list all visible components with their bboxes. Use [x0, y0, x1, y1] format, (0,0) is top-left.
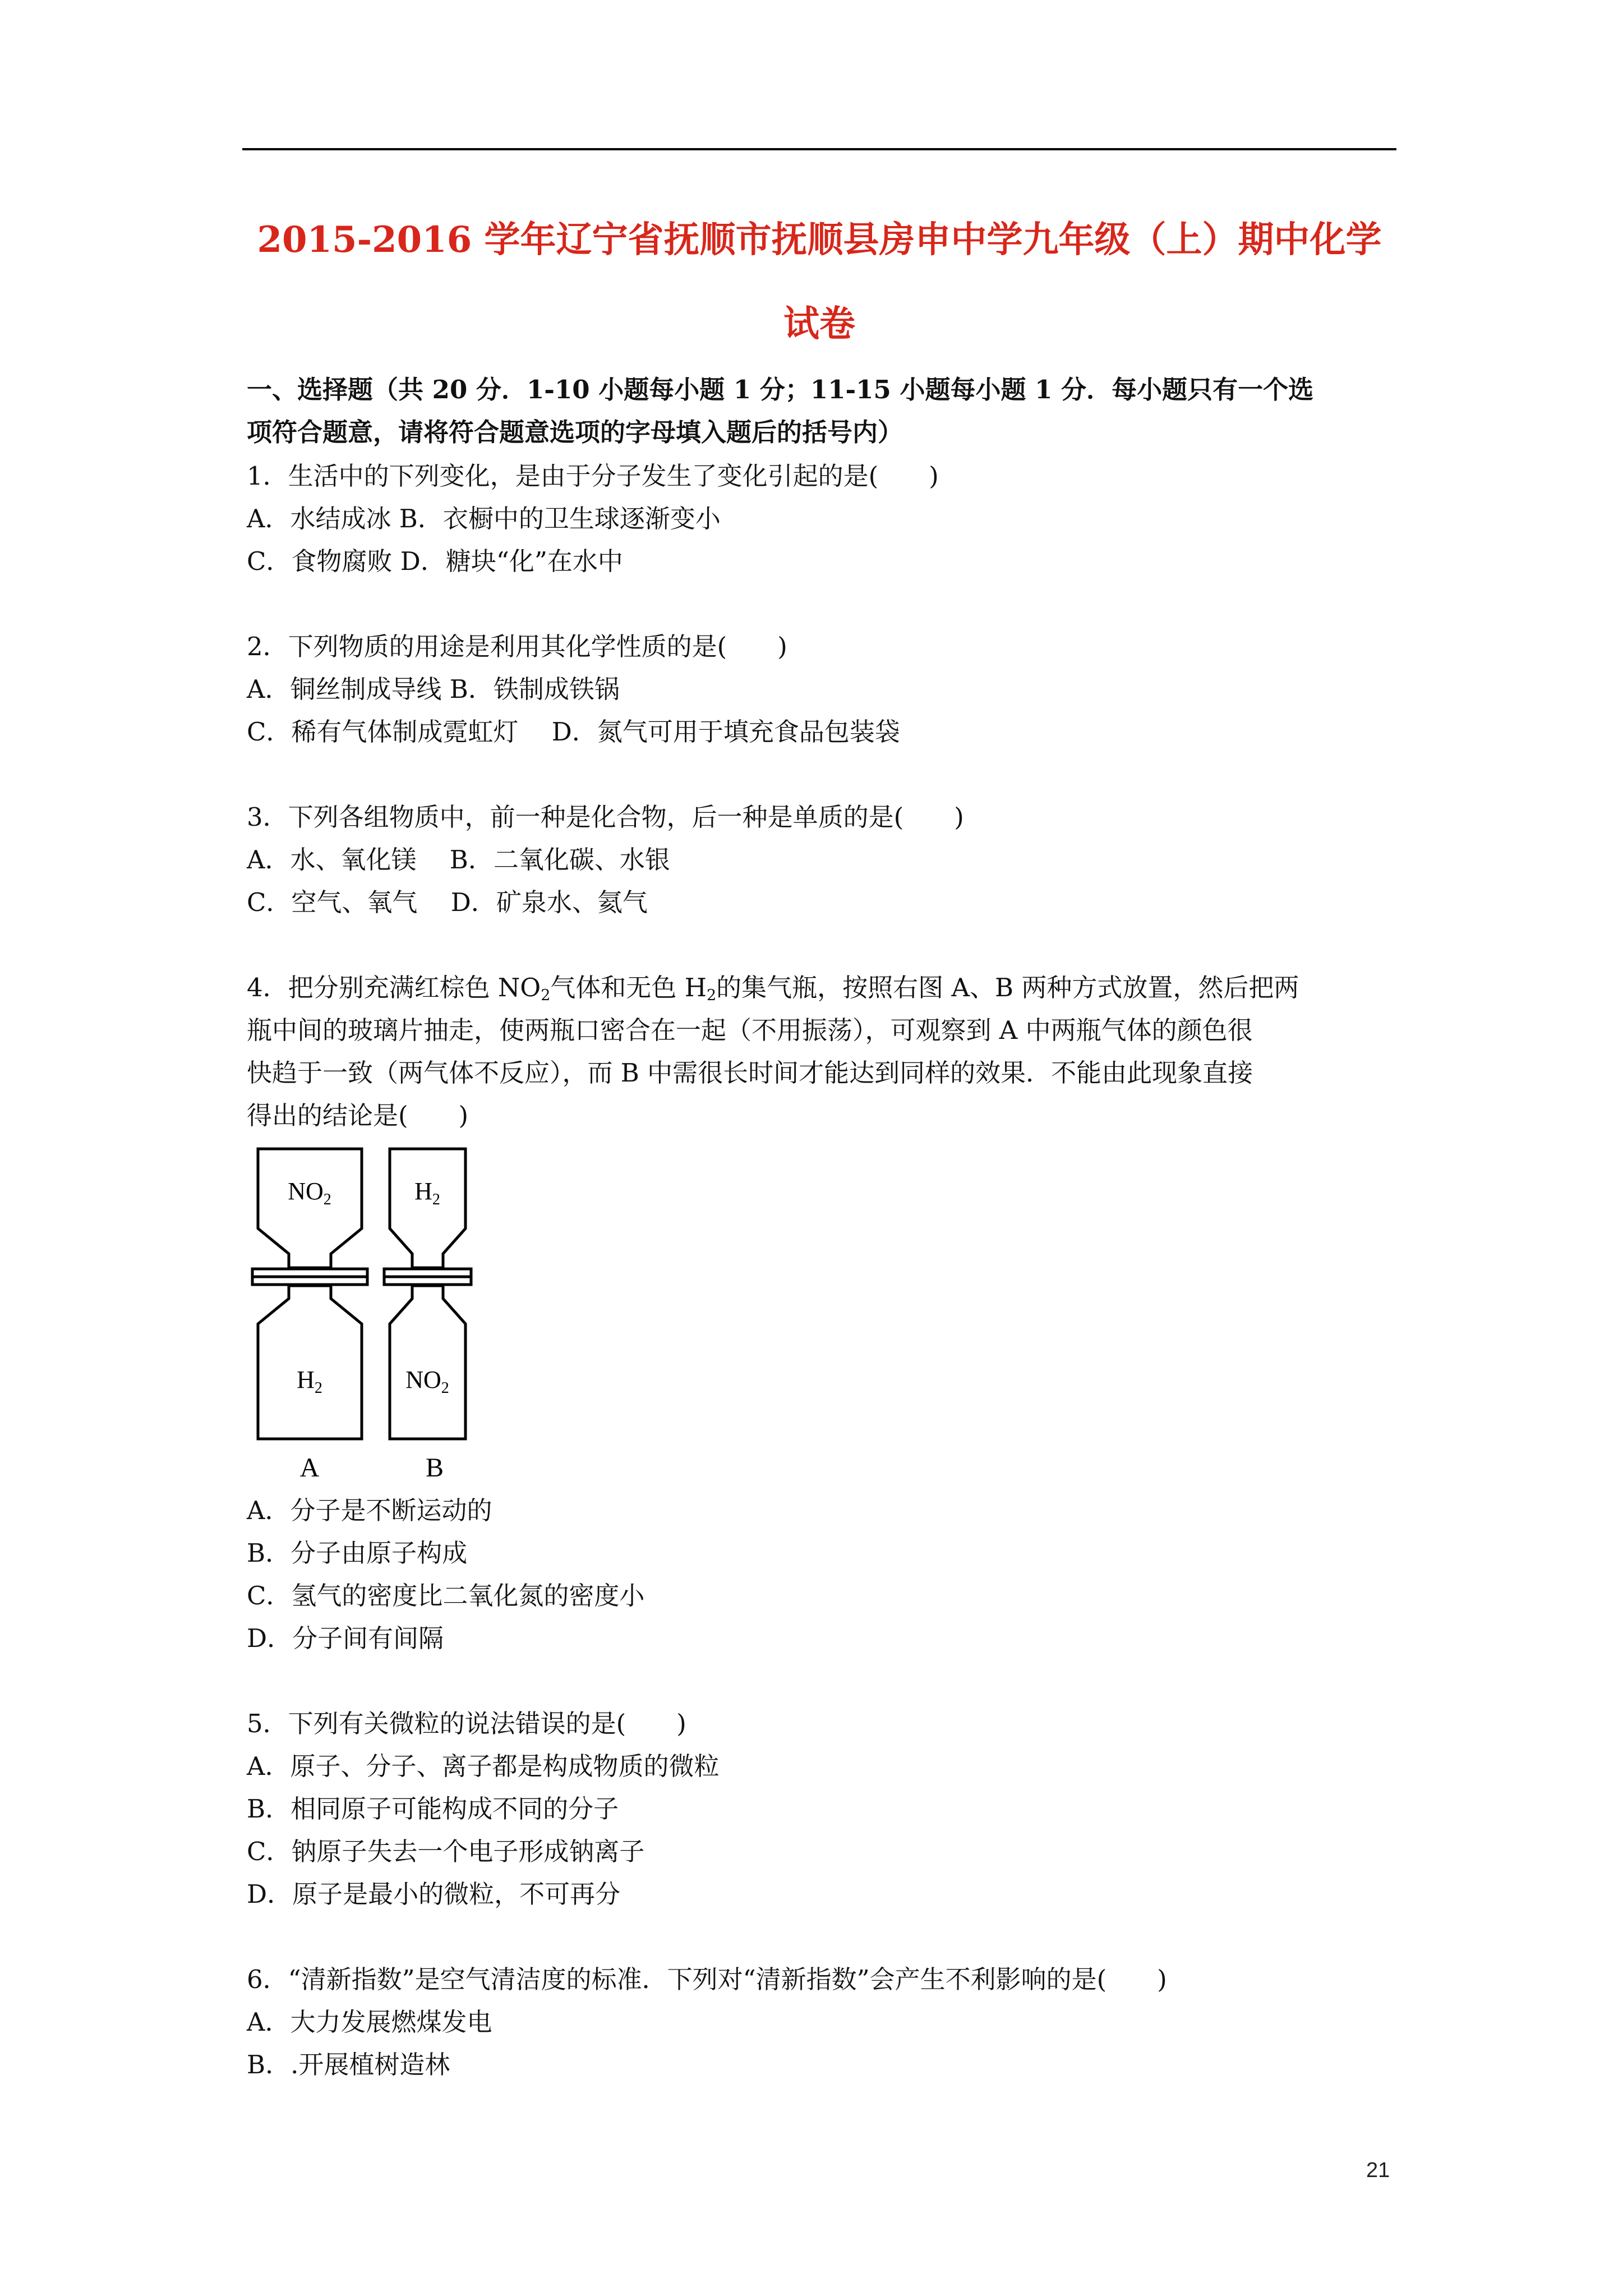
- apparatus-b-label: B: [425, 1453, 444, 1483]
- q5-option-a: A．原子、分子、离子都是构成物质的微粒: [247, 1751, 720, 1781]
- bottle-a-top-label: $NO_2$: [288, 1177, 331, 1208]
- q6-option-b: B．.开展植树造林: [247, 2050, 450, 2079]
- exam-title-continued: 试卷: [783, 303, 855, 345]
- q2-stem: 2．下列物质的用途是利用其化学性质的是( ): [247, 632, 787, 661]
- q5-stem: 5．下列有关微粒的说法错误的是( ): [247, 1709, 686, 1738]
- section-heading: 一、选择题（共 20 分．1-10 小题每小题 1 分；11-15 小题每小题 1 分．每小题只有一个选: [247, 375, 1314, 404]
- plate-a-lower: [252, 1277, 367, 1285]
- q4-stem-line4: 得出的结论是( ): [247, 1101, 469, 1130]
- q1-stem: 1．生活中的下列变化，是由于分子发生了变化引起的是( ): [247, 461, 939, 491]
- q6-option-a: A．大力发展燃煤发电: [247, 2007, 492, 2037]
- bottle-b-bottom: [390, 1286, 465, 1439]
- q2-options-cd: C．稀有气体制成霓虹灯 D．氮气可用于填充食品包装袋: [247, 717, 900, 747]
- q4-option-b: B．分子由原子构成: [247, 1538, 468, 1568]
- exam-title: 2015-2016 学年辽宁省抚顺市抚顺县房申中学九年级（上）期中化学: [257, 219, 1382, 261]
- q5-option-d: D．原子是最小的微粒，不可再分: [247, 1879, 621, 1909]
- gas-bottles-figure: [241, 1144, 505, 1492]
- q5-option-b: B．相同原子可能构成不同的分子: [247, 1794, 619, 1824]
- q6-stem: 6．“清新指数”是空气清洁度的标准．下列对“清新指数”会产生不利影响的是( ): [247, 1964, 1167, 1994]
- bottle-a-bottom: [258, 1286, 362, 1439]
- q2-options-ab: A．铜丝制成导线 B．铁制成铁锅: [247, 674, 620, 704]
- page-number: 21: [1366, 2159, 1390, 2182]
- q5-option-c: C．钠原子失去一个电子形成钠离子: [247, 1837, 645, 1866]
- q4-stem-line2: 瓶中间的玻璃片抽走，使两瓶口密合在一起（不用振荡），可观察到 A 中两瓶气体的颜色很: [247, 1015, 1253, 1045]
- q3-options-cd: C．空气、氧气 D．矿泉水、氦气: [247, 887, 648, 917]
- plate-b-lower: [384, 1277, 471, 1285]
- q3-options-ab: A．水、氧化镁 B．二氧化碳、水银: [247, 845, 670, 875]
- header-rule: [242, 148, 1396, 150]
- q4-option-d: D．分子间有间隔: [247, 1623, 444, 1653]
- apparatus-a-label: A: [299, 1453, 320, 1483]
- q1-options-cd: C．食物腐败 D．糖块“化”在水中: [247, 546, 623, 576]
- section-heading-continued: 项符合题意，请将符合题意选项的字母填入题后的括号内）: [247, 417, 903, 447]
- q4-stem-line3: 快趋于一致（两气体不反应），而 B 中需很长时间才能达到同样的效果．不能由此现象直接: [247, 1058, 1253, 1088]
- bottle-b-bottom-label: $NO_2$: [405, 1366, 449, 1397]
- q4-option-a: A．分子是不断运动的: [247, 1496, 492, 1525]
- bottle-a-top: [258, 1149, 362, 1268]
- q3-stem: 3．下列各组物质中，前一种是化合物，后一种是单质的是( ): [247, 802, 964, 832]
- q4-stem-line1: 4．把分别充满红棕色 $NO_2$气体和无色 $H_2$的集气瓶，按照右图 A、B 两种方式放置，然后把两: [247, 973, 1299, 1004]
- bottle-b-top-label: $H_2$: [414, 1177, 440, 1208]
- q4-option-c: C．氢气的密度比二氧化氮的密度小: [247, 1581, 645, 1611]
- bottle-a-bottom-label: $H_2$: [297, 1366, 322, 1397]
- q1-options-ab: A．水结成冰 B．衣橱中的卫生球逐渐变小: [247, 504, 721, 533]
- bottle-b-top: [390, 1149, 465, 1268]
